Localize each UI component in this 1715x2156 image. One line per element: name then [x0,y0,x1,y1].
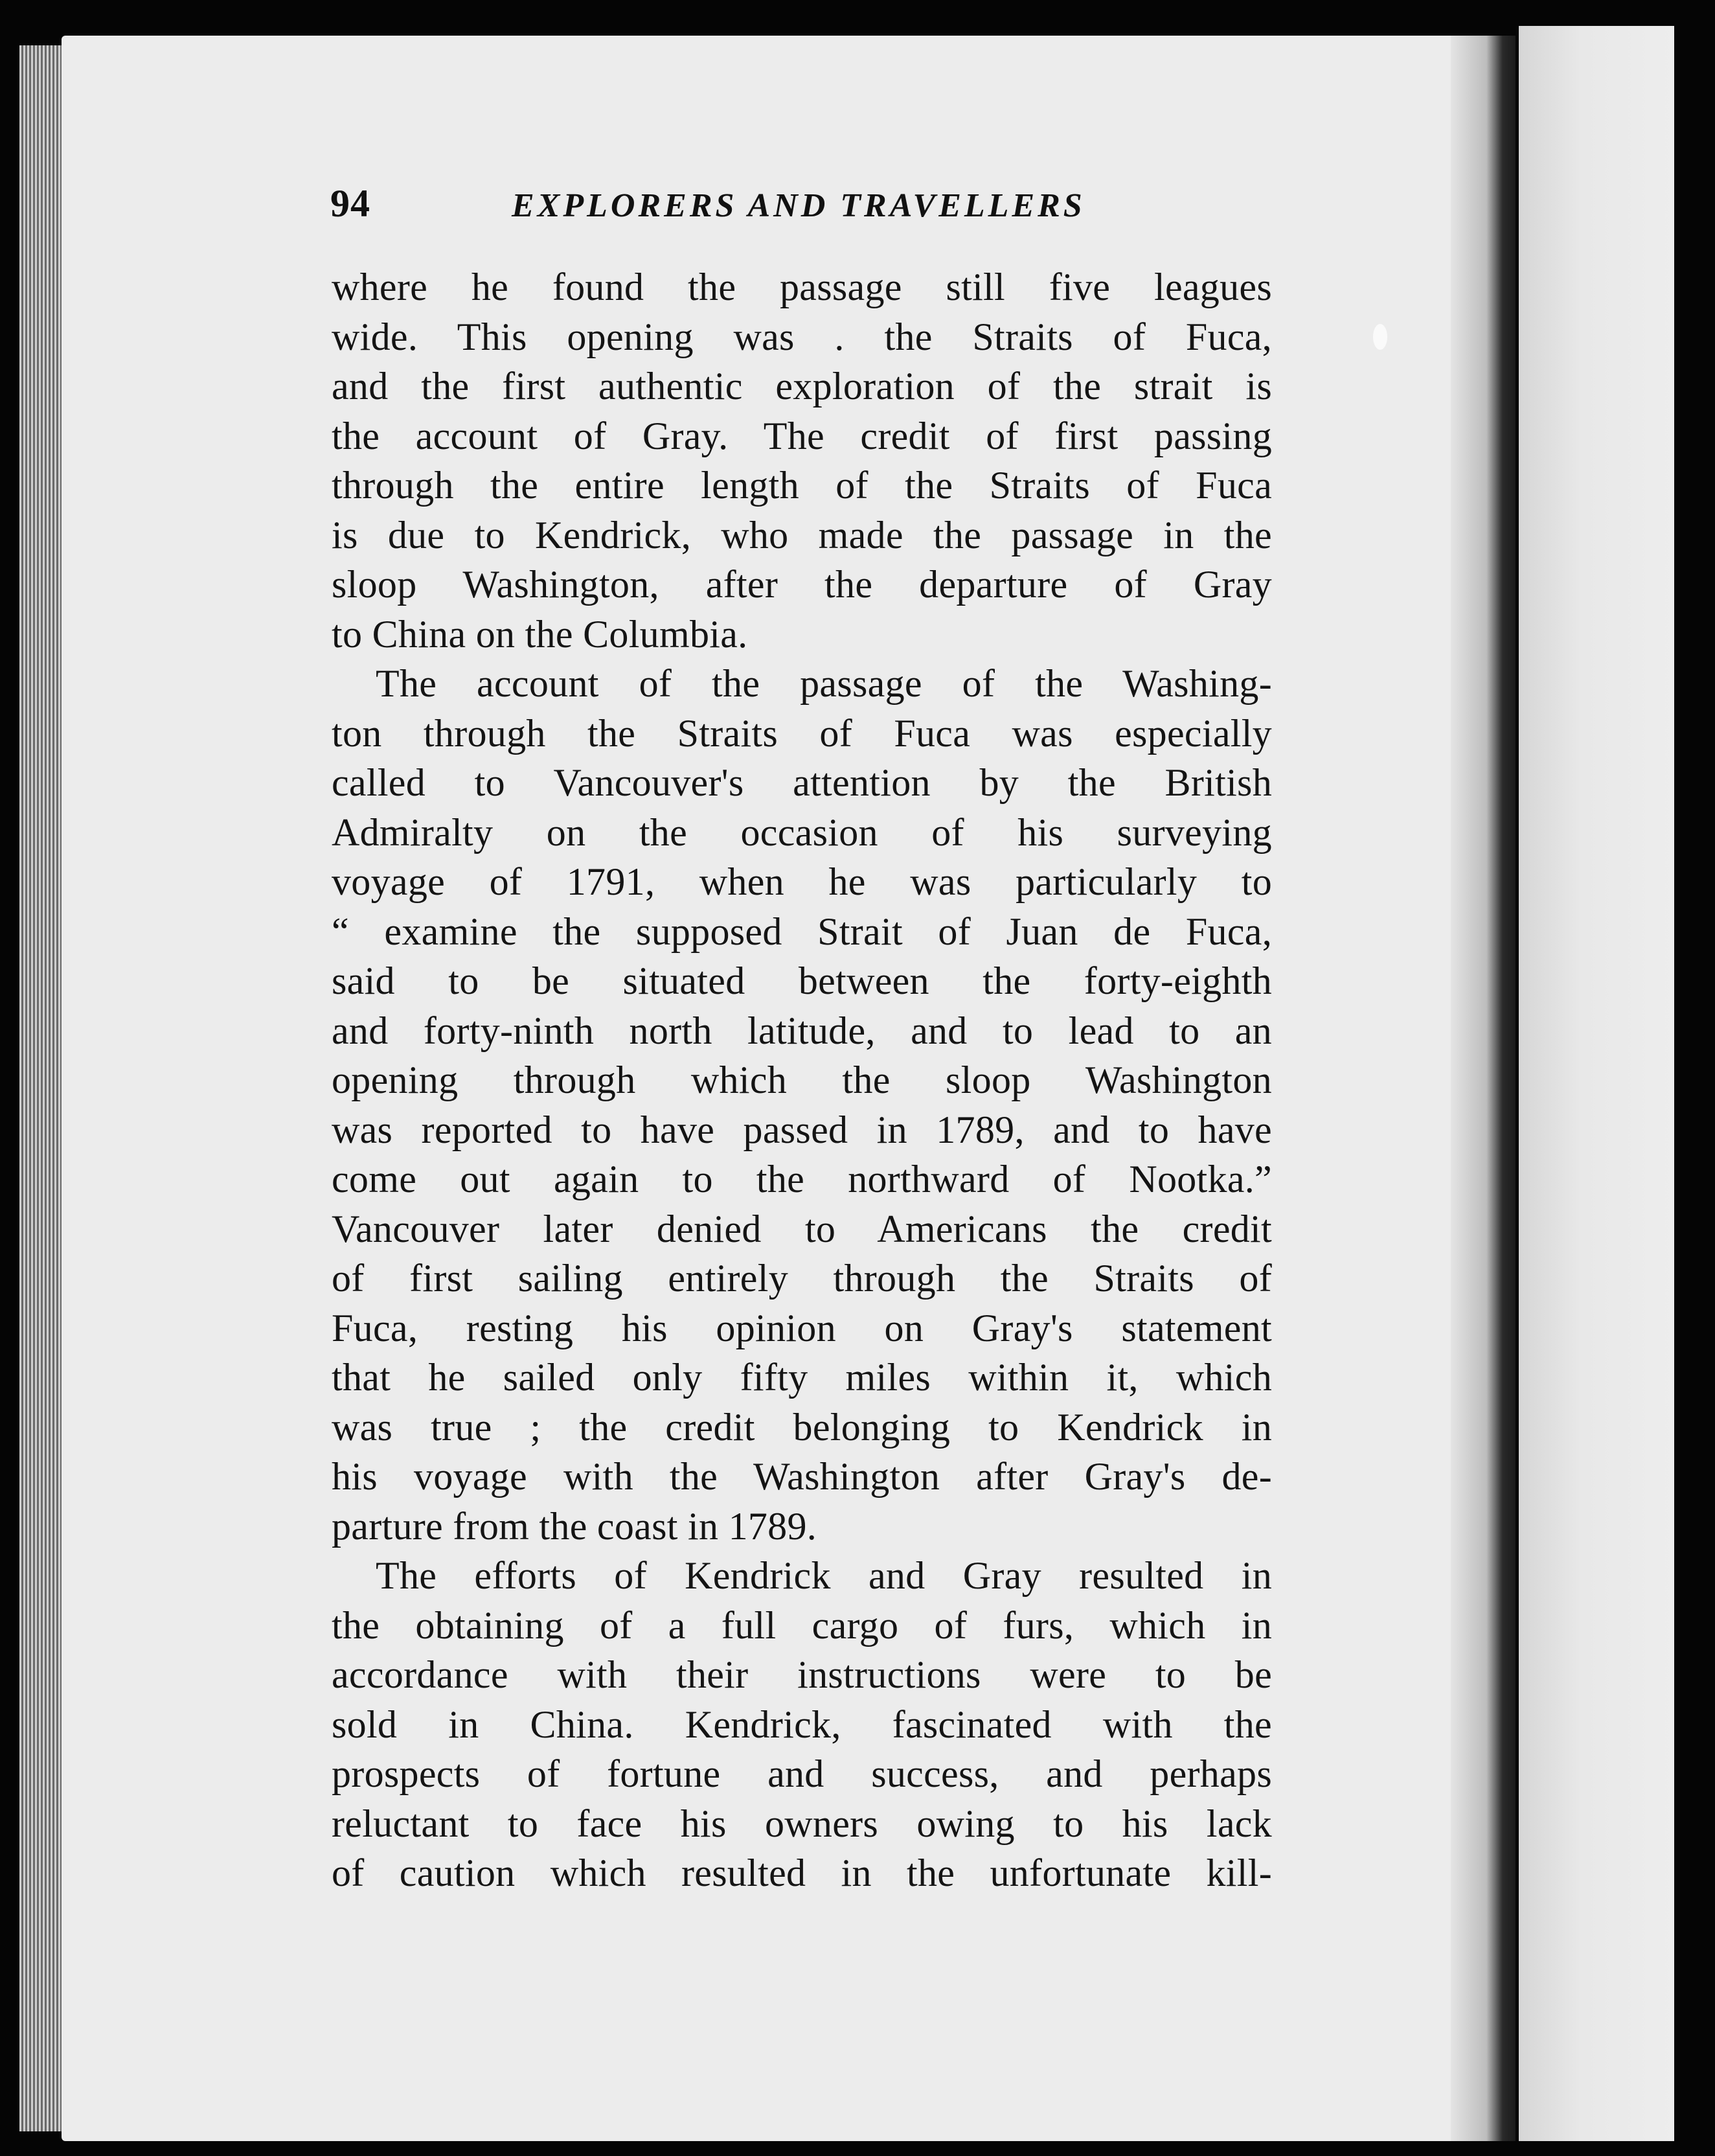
text-line: was reported to have passed in 1789, and to have [332,1108,1272,1151]
text-line: is due to Kendrick, who made the passage in the [332,513,1272,556]
body-text [332,262,1272,1898]
scan-edge [1674,26,1715,2156]
paper-smudge [1373,324,1387,350]
text-line: said to be situated between the forty-eighth [332,959,1272,1002]
text-line: Fuca, resting his opinion on Gray's statement [332,1306,1272,1349]
text-line: accordance with their instructions were to be [332,1653,1272,1696]
text-line: The efforts of Kendrick and Gray resulted in [376,1554,1272,1597]
text-line: reluctant to face his owners owing to his lack [332,1802,1272,1845]
text-line: “ examine the supposed Strait of Juan de Fuca, [332,910,1272,953]
text-line: the obtaining of a full cargo of furs, which in [332,1603,1272,1647]
text-line: the account of Gray. The credit of first passing [332,414,1272,457]
text-line: come out again to the northward of Nootka.” [332,1158,1272,1200]
text-line: was true ; the credit belonging to Kendrick in [332,1405,1272,1449]
page-number: 94 [330,182,370,225]
text-line: of caution which resulted in the unfortunate kill- [332,1852,1272,1894]
text-line: prospects of fortune and success, and perhaps [332,1752,1272,1795]
text-line: wide. This opening was . the Straits of Fuca, [332,315,1272,358]
running-head [330,181,1269,227]
book-gutter [1451,36,1516,2141]
text-line: The account of the passage of the Washing- [376,662,1272,705]
text-line: sold in China. Kendrick, fascinated with the [332,1703,1272,1746]
text-line: opening through which the sloop Washington [332,1059,1272,1101]
text-line: his voyage with the Washington after Gray's de- [332,1455,1272,1498]
text-line: voyage of 1791, when he was particularly to [332,860,1272,903]
text-line: called to Vancouver's attention by the British [332,761,1272,804]
text-line: sloop Washington, after the departure of Gray [332,563,1272,606]
text-line: Vancouver later denied to Americans the credit [332,1207,1272,1250]
text-line: to China on the Columbia. [332,612,748,656]
facing-page [1519,26,1674,2141]
text-line: through the entire length of the Straits of Fuca [332,464,1272,507]
running-title: EXPLORERS AND TRAVELLERS [512,187,1085,224]
text-line: parture from the coast in 1789. [332,1504,817,1548]
text-line: Admiralty on the occasion of his surveying [332,810,1272,854]
text-line: of first sailing entirely through the Straits of [332,1257,1272,1300]
text-line: ton through the Straits of Fuca was especially [332,711,1272,755]
text-line: where he found the passage still five leagues [332,266,1272,308]
text-line: that he sailed only fifty miles within it, which [332,1356,1272,1399]
text-line: and the first authentic exploration of the strait is [332,365,1272,407]
text-line: and forty-ninth north latitude, and to lead to an [332,1009,1272,1052]
